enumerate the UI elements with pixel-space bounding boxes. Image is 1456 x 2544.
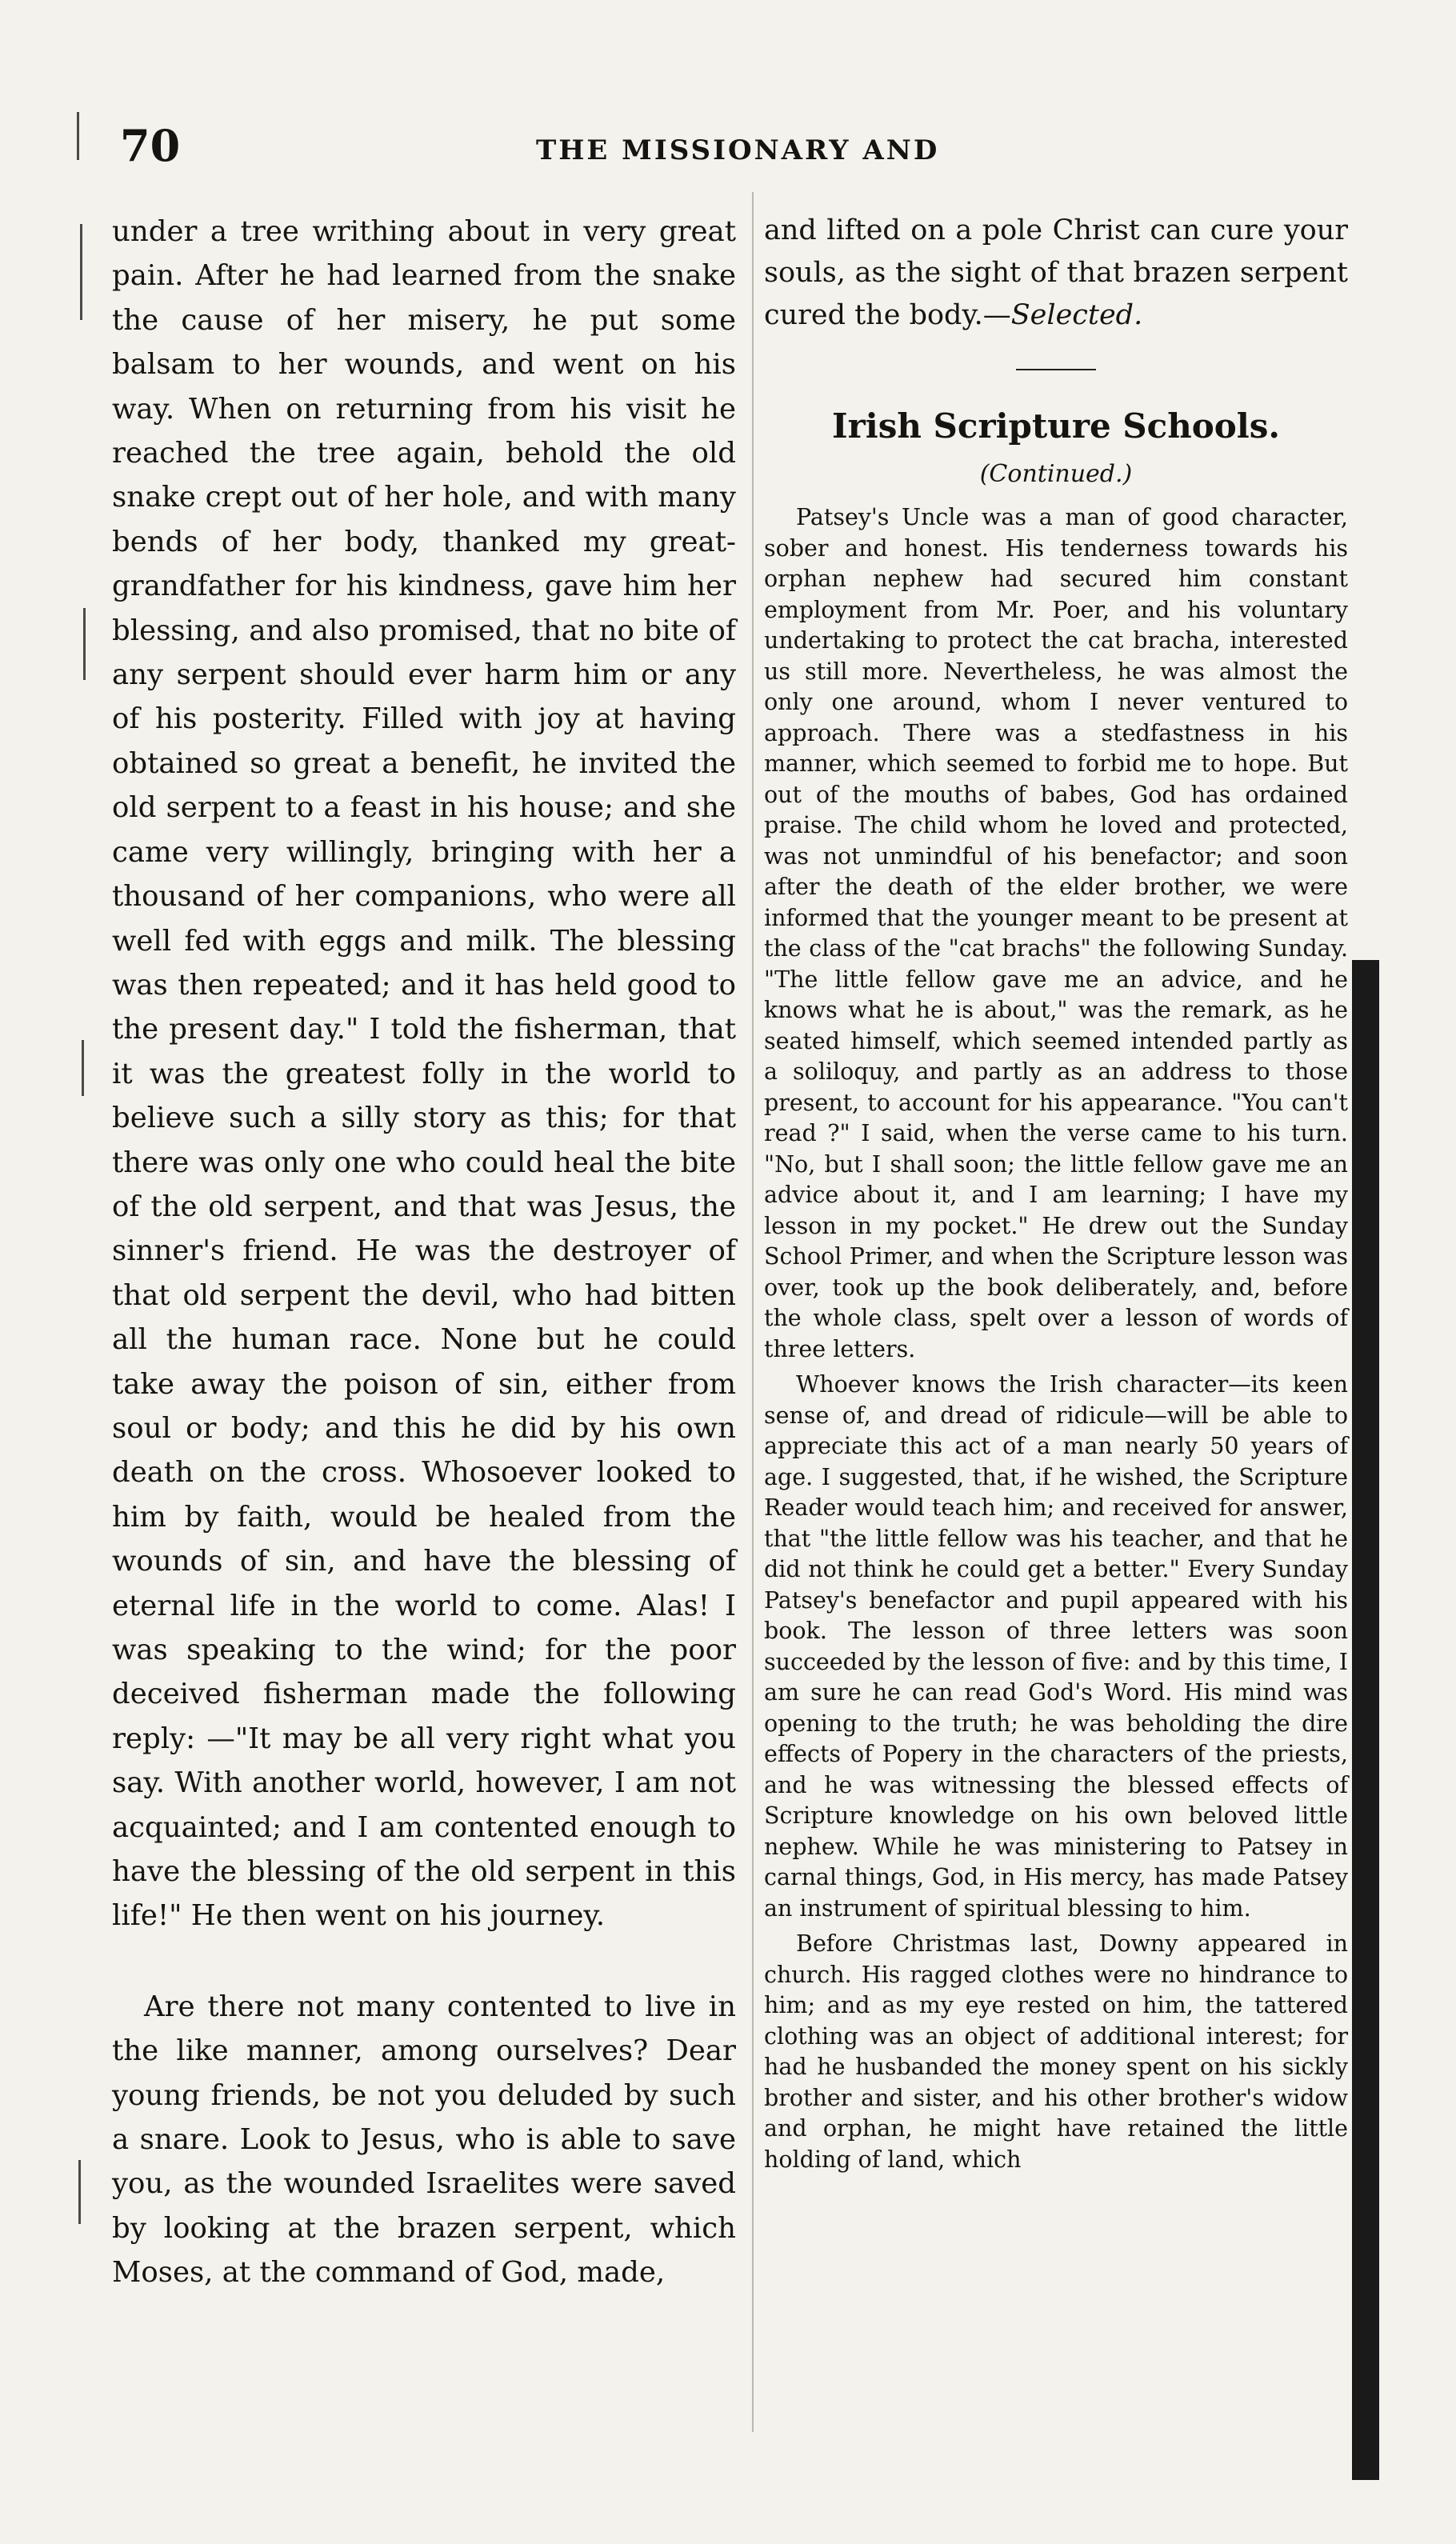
article-title: Irish Scripture Schools.: [832, 406, 1280, 446]
article-paragraph: Whoever knows the Irish character—its keen sense of, and dread of ridicule—will be able to appreciate this act of a man nearly 50 years of age. I suggested, that, if he wished, the Scripture Reader would teach him; and received for answer, that "the little fellow was his teacher, and that he did not think he could get a better." Every Sunday Patsey's benefactor and pupil appeared with his book. The lesson of three letters was soon succeeded by the lesson of five: and by this time, I am sure he can read God's Word. His mind was opening to the truth; he was beholding the dire effects of Popery in the characters of the priests, and he was witnessing the blessed effects of Scripture knowledge on his own beloved little nephew. While he was ministering to Patsey in carnal things, God, in His mercy, has made Patsey an instrument of spiritual blessing to him.: [764, 1371, 1348, 1922]
article-subtitle: (Continued.): [979, 460, 1133, 488]
running-head: THE MISSIONARY AND: [536, 134, 940, 166]
section-separator: [1016, 369, 1096, 370]
right-column: [764, 210, 1348, 2180]
margin-mark: [80, 224, 82, 320]
closing-text: and lifted on a pole Christ can cure your souls, as the sight of that brazen serpent cured the body.—: [764, 214, 1348, 331]
margin-mark: [78, 2160, 81, 2224]
page-edge-shadow: [1352, 960, 1379, 2480]
article-paragraph: Before Christmas last, Downy appeared in church. His ragged clothes were no hindrance to him; and as my eye rested on him, the tattered clothing was an object of additional interest; for had he husbanded the money spent on his sickly brother and sister, and his other brother's widow and orphan, he might have retained the little holding of land, which: [764, 1930, 1348, 2173]
column-rule: [752, 192, 754, 2432]
closing-paragraph: [764, 210, 1348, 337]
closing-source: Selected.: [1010, 299, 1143, 331]
article-body: [764, 502, 1348, 2175]
left-paragraph: under a tree writhing about in very great pain. After he had learned from the snake the cause of her misery, he put some balsam to her wounds, and went on his way. When on returning from his visit he reached the tree again, behold the old snake crept out of her hole, and with many bends of her body, thanked my great-grandfather for his kindness, gave him her blessing, and also promised, that no bite of any serpent should ever harm him or any of his posterity. Filled with joy at having obtained so great a benefit, he invited the old serpent to a feast in his house; and she came very willingly, bringing with her a thousand of her companions, who were all well fed with eggs and milk. The blessing was then repeated; and it has held good to the present day." I told the fisherman, that it was the greatest folly in the world to believe such a silly story as this; for that there was only one who could heal the bite of the old serpent, and that was Jesus, the sinner's friend. He was the destroyer of that old serpent the devil, who had bitten all the human race. None but he could take away the poison of sin, either from soul or body; and this he did by his own death on the cross. Whosoever looked to him by faith, would be healed from the wounds of sin, and have the blessing of eternal life in the world to come. Alas! I was speaking to the wind; for the poor deceived fisherman made the following reply: —"It may be all very right what you say. With another world, however, I am not acquainted; and I am contented enough to have the blessing of the old serpent in this life!" He then went on his journey.: [112, 215, 736, 1933]
page-number: 70: [120, 120, 181, 171]
left-column: [112, 210, 736, 2295]
margin-mark: [77, 112, 79, 160]
left-paragraph: Are there not many contented to live in the like manner, among ourselves? Dear young friends, be not you deluded by such a snare. Look to Jesus, who is able to save you, as the wounded Israelites were saved by looking at the brazen serpent, which Moses, at the command of God, made,: [112, 1990, 736, 2290]
page-header: [120, 120, 1368, 176]
article-paragraph: Patsey's Uncle was a man of good character, sober and honest. His tenderness towards his orphan nephew had secured him constant employment from Mr. Poer, and his voluntary undertaking to protect the cat bracha, interested us still more. Nevertheless, he was almost the only one around, whom I never ventured to approach. There was a stedfastness in his manner, which seemed to forbid me to hope. But out of the mouths of babes, God has ordained praise. The child whom he loved and protected, was not unmindful of his benefactor; and soon after the death of the elder brother, we were informed that the younger meant to be present at the class of the "cat brachs" the following Sunday. "The little fellow gave me an advice, and he knows what he is about," was the remark, as he seated himself, which seemed intended partly as a soliloquy, and partly as an address to those present, to account for his appearance. "You can't read ?" I said, when the verse came to his turn. "No, but I shall soon; the little fellow gave me an advice about it, and I am learning; I have my lesson in my pocket." He drew out the Sunday School Primer, and when the Scripture lesson was over, took up the book deliberately, and, before the whole class, spelt over a lesson of words of three letters.: [764, 504, 1348, 1362]
margin-mark: [82, 1040, 84, 1096]
margin-mark: [83, 608, 86, 680]
